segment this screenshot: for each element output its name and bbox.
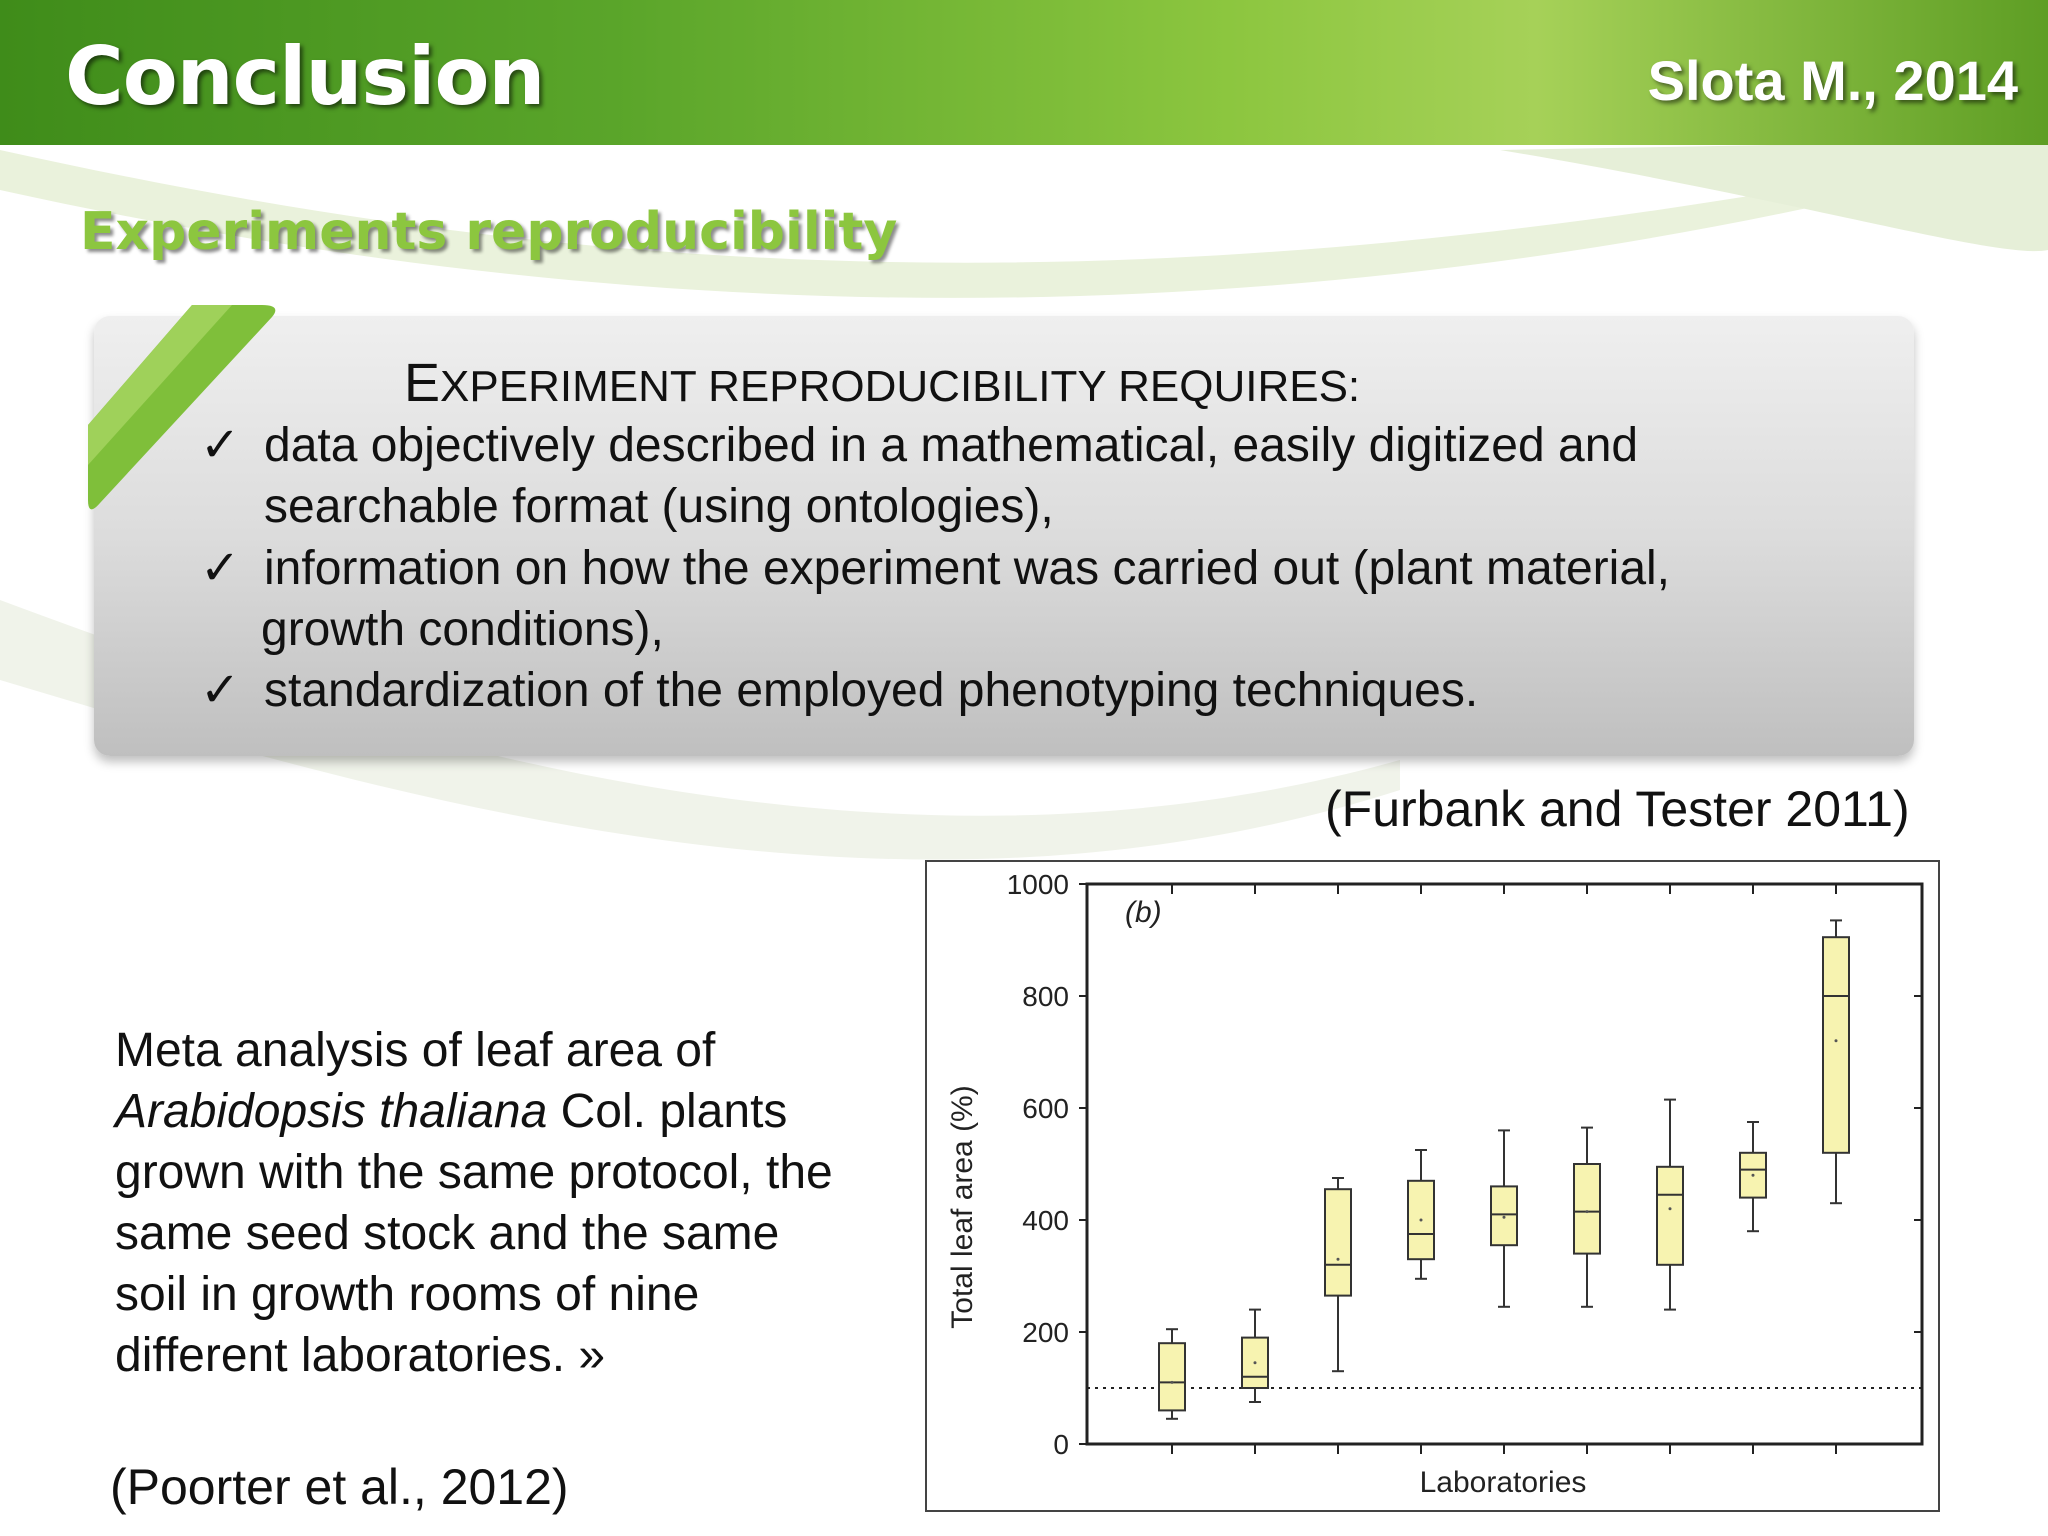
box-mean-point <box>1835 1039 1838 1042</box>
y-tick-label: 1000 <box>1006 869 1069 900</box>
box-mean-point <box>1503 1216 1506 1219</box>
slide-title: Conclusion <box>65 30 545 123</box>
author-label: Slota M., 2014 <box>1647 49 2018 112</box>
meta-line: Meta analysis of leaf area of <box>115 1024 716 1077</box>
meta-line-species <box>115 1081 895 1142</box>
checkmark-icon: ✓ <box>200 664 241 717</box>
box-mean-point <box>1752 1174 1755 1177</box>
species-name: Arabidopsis thaliana <box>115 1085 548 1138</box>
y-tick-label: 200 <box>1022 1317 1069 1348</box>
y-tick-label: 600 <box>1022 1093 1069 1124</box>
box-mean-point <box>1171 1381 1174 1384</box>
citation-poorter: (Poorter et al., 2012) <box>110 1459 569 1515</box>
requirement-text-line: data objectively described in a mathematical, easily digitized and <box>264 419 1639 472</box>
y-axis-label: Total leaf area (%) <box>946 1085 979 1329</box>
meta-line: Col. plants <box>547 1085 788 1138</box>
box-mean-point <box>1337 1258 1340 1261</box>
checkmark-icon: ✓ <box>200 542 241 595</box>
box-iqr <box>1325 1189 1351 1295</box>
meta-analysis-text <box>115 1020 895 1386</box>
y-tick-label: 400 <box>1022 1205 1069 1236</box>
box-mean-point <box>1669 1207 1672 1210</box>
citation-furbank: (Furbank and Tester 2011) <box>1325 781 1910 837</box>
box-mean-point <box>1586 1210 1589 1213</box>
y-tick-label: 0 <box>1053 1429 1069 1460</box>
requirement-text-line: growth conditions), <box>261 603 664 656</box>
box-iqr <box>1159 1343 1185 1410</box>
y-tick-label: 800 <box>1022 981 1069 1012</box>
boxplot-figure <box>925 860 1940 1512</box>
corner-ribbon-decoration <box>82 305 282 515</box>
panel-label: (b) <box>1125 896 1162 929</box>
requirement-text-line: searchable format (using ontologies), <box>264 480 1054 533</box>
meta-line: same seed stock and the same <box>115 1207 780 1260</box>
header-bar <box>0 0 2048 145</box>
plot-area <box>1007 869 1922 1460</box>
meta-line: grown with the same protocol, the <box>115 1146 833 1199</box>
meta-line: different laboratories. » <box>115 1329 606 1382</box>
x-axis-label: Laboratories <box>1419 1466 1587 1499</box>
requirements-heading <box>404 352 1360 414</box>
section-subtitle: Experiments reproducibility <box>80 202 898 262</box>
checkmark-icon: ✓ <box>200 419 241 472</box>
box-iqr <box>1574 1164 1600 1254</box>
box-iqr <box>1657 1167 1683 1265</box>
requirements-heading-initial: E <box>404 353 441 413</box>
requirement-text-line: information on how the experiment was carried out (plant material, <box>264 542 1671 595</box>
requirement-text-line: standardization of the employed phenotyping techniques. <box>264 664 1479 717</box>
meta-line: soil in growth rooms of nine <box>115 1268 700 1321</box>
box-mean-point <box>1254 1361 1257 1364</box>
boxplot-chart <box>927 862 1938 1510</box>
box-mean-point <box>1420 1219 1423 1222</box>
requirements-heading-rest: XPERIMENT REPRODUCIBILITY REQUIRES: <box>440 362 1361 411</box>
box-iqr <box>1823 937 1849 1153</box>
